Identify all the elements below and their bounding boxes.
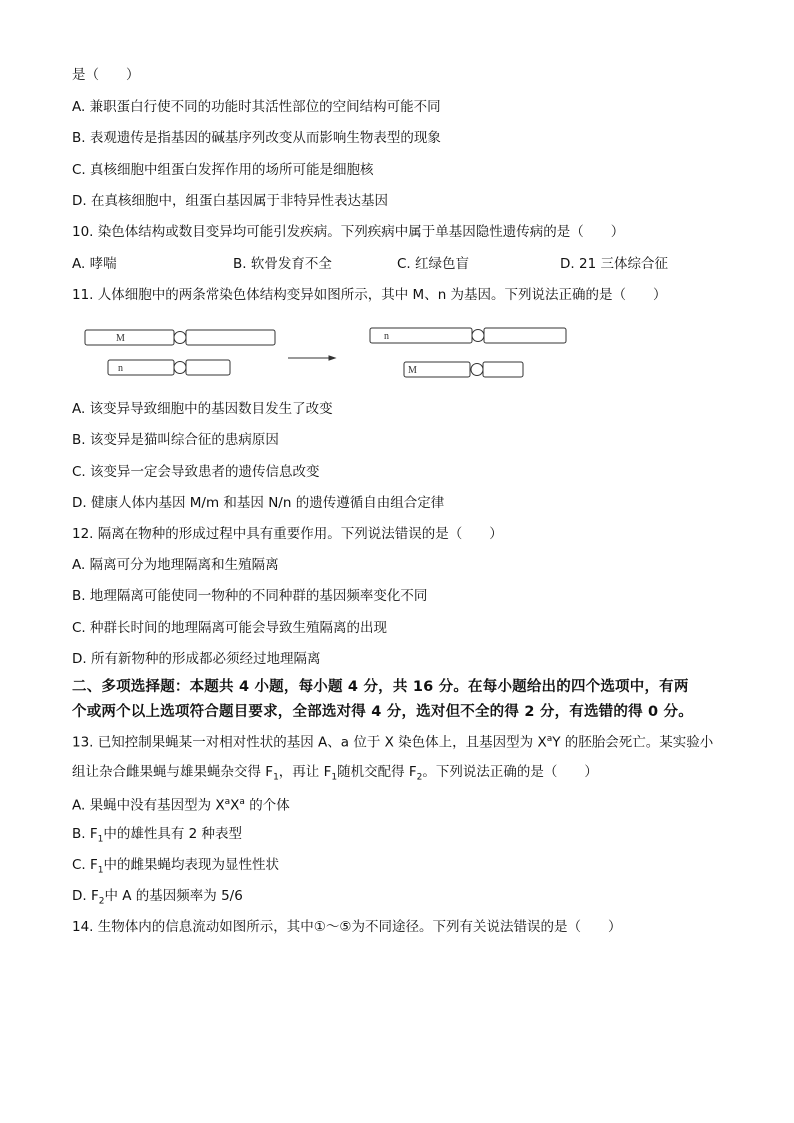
q11-stem: 11. 人体细胞中的两条常染色体结构变异如图所示，其中 M、n 为基因。下列说法正确的是（ ） <box>72 287 667 303</box>
q12-option-d: D. 所有新物种的形成都必须经过地理隔离 <box>72 651 321 667</box>
q13b-sub: 1 <box>97 834 104 845</box>
right-top-chromosome <box>370 328 566 343</box>
section2-heading-line1: 二、多项选择题：本题共 4 小题，每小题 4 分，共 16 分。在每小题给出的四个选项中，有两 <box>72 679 689 695</box>
q13d-text-2: 中 A 的基因频率为 5/6 <box>104 888 243 904</box>
chromosome-diagram <box>0 320 794 390</box>
q13-sup-a: a <box>546 734 553 744</box>
q13c-sub: 1 <box>97 865 104 876</box>
q10-option-d: D. 21 三体综合征 <box>560 256 668 272</box>
left-bottom-gene-label: n <box>118 363 123 374</box>
q13-line2-text-4: 。下列说法正确的是（ ） <box>422 764 598 780</box>
q12-stem: 12. 隔离在物种的形成过程中具有重要作用。下列说法错误的是（ ） <box>72 526 503 542</box>
right-top-gene-label: n <box>384 331 389 342</box>
q12-option-c: C. 种群长时间的地理隔离可能会导致生殖隔离的出现 <box>72 620 388 636</box>
q13a-text-3: 的个体 <box>244 797 290 814</box>
q13-text-1: 13. 已知控制果蝇某一对相对性状的基因 A、a 位于 X 染色体上，且基因型为 X <box>72 734 547 751</box>
q13-stem-line1 <box>72 730 713 752</box>
left-top-gene-label: M <box>116 333 125 344</box>
q14-stem: 14. 生物体内的信息流动如图所示，其中①～⑤为不同途径。下列有关说法错误的是（ ） <box>72 919 622 935</box>
q13-line2-text-3: 随机交配得 F <box>337 764 417 780</box>
q13-option-b <box>72 825 242 849</box>
q10-option-c: C. 红绿色盲 <box>397 256 470 272</box>
right-bottom-gene-label: M <box>408 365 417 376</box>
q11-option-b: B. 该变异是猫叫综合征的患病原因 <box>72 432 279 448</box>
q13-option-a <box>72 793 290 815</box>
q9-option-a: A. 兼职蛋白行使不同的功能时其活性部位的空间结构可能不同 <box>72 99 441 115</box>
q13-line2-text-2: ，再让 F <box>278 764 332 780</box>
q9-option-c: C. 真核细胞中组蛋白发挥作用的场所可能是细胞核 <box>72 162 374 178</box>
left-bottom-chromosome <box>108 360 230 375</box>
q10-option-a: A. 哮喘 <box>72 256 117 272</box>
q13-line2-sub-3: 2 <box>416 772 423 783</box>
q13-stem-line2 <box>72 763 598 787</box>
q13a-sup-1: a <box>224 797 231 807</box>
q9-option-b: B. 表观遗传是指基因的碱基序列改变从而影响生物表型的现象 <box>72 130 441 146</box>
q13d-sub: 2 <box>98 896 105 907</box>
q13a-text-2: X <box>230 797 240 814</box>
q13d-text-1: D. F <box>72 888 99 904</box>
q13-option-d <box>72 887 243 911</box>
q12-option-a: A. 隔离可分为地理隔离和生殖隔离 <box>72 557 279 573</box>
q12-option-b: B. 地理隔离可能使同一物种的不同种群的基因频率变化不同 <box>72 588 428 604</box>
q10-option-b: B. 软骨发育不全 <box>233 256 332 272</box>
section2-heading-line2: 个或两个以上选项符合题目要求，全部选对得 4 分，选对但不全的得 2 分，有选错的得 0 分。 <box>72 704 693 720</box>
q11-option-c: C. 该变异一定会导致患者的遗传信息改变 <box>72 464 320 480</box>
transform-arrow <box>288 356 335 360</box>
q10-stem: 10. 染色体结构或数目变异均可能引发疾病。下列疾病中属于单基因隐性遗传病的是（ ） <box>72 224 625 240</box>
q13c-text-1: C. F <box>72 857 98 873</box>
q13-option-c <box>72 856 279 880</box>
q9-option-d: D. 在真核细胞中，组蛋白基因属于非特异性表达基因 <box>72 193 388 209</box>
q13-line2-sub-2: 1 <box>331 772 338 783</box>
q13-line2-text-1: 组让杂合雌果蝇与雄果蝇杂交得 F <box>72 764 274 780</box>
q13b-text-2: 中的雄性具有 2 种表型 <box>103 826 243 842</box>
q13-text-2: Y 的胚胎会死亡。某实验小 <box>552 734 714 751</box>
q13b-text-1: B. F <box>72 826 98 842</box>
right-bottom-chromosome <box>404 362 523 377</box>
q11-option-d: D. 健康人体内基因 M/m 和基因 N/n 的遗传遵循自由组合定律 <box>72 495 445 511</box>
q13a-sup-2: a <box>239 797 245 807</box>
line-q9-stem-end: 是（ ） <box>72 67 140 83</box>
q11-option-a: A. 该变异导致细胞中的基因数目发生了改变 <box>72 401 333 417</box>
q13a-text-1: A. 果蝇中没有基因型为 X <box>72 797 225 814</box>
q13-line2-sub-1: 1 <box>273 772 279 783</box>
left-top-chromosome <box>85 330 275 345</box>
q13c-text-2: 中的雌果蝇均表现为显性性状 <box>103 857 280 873</box>
